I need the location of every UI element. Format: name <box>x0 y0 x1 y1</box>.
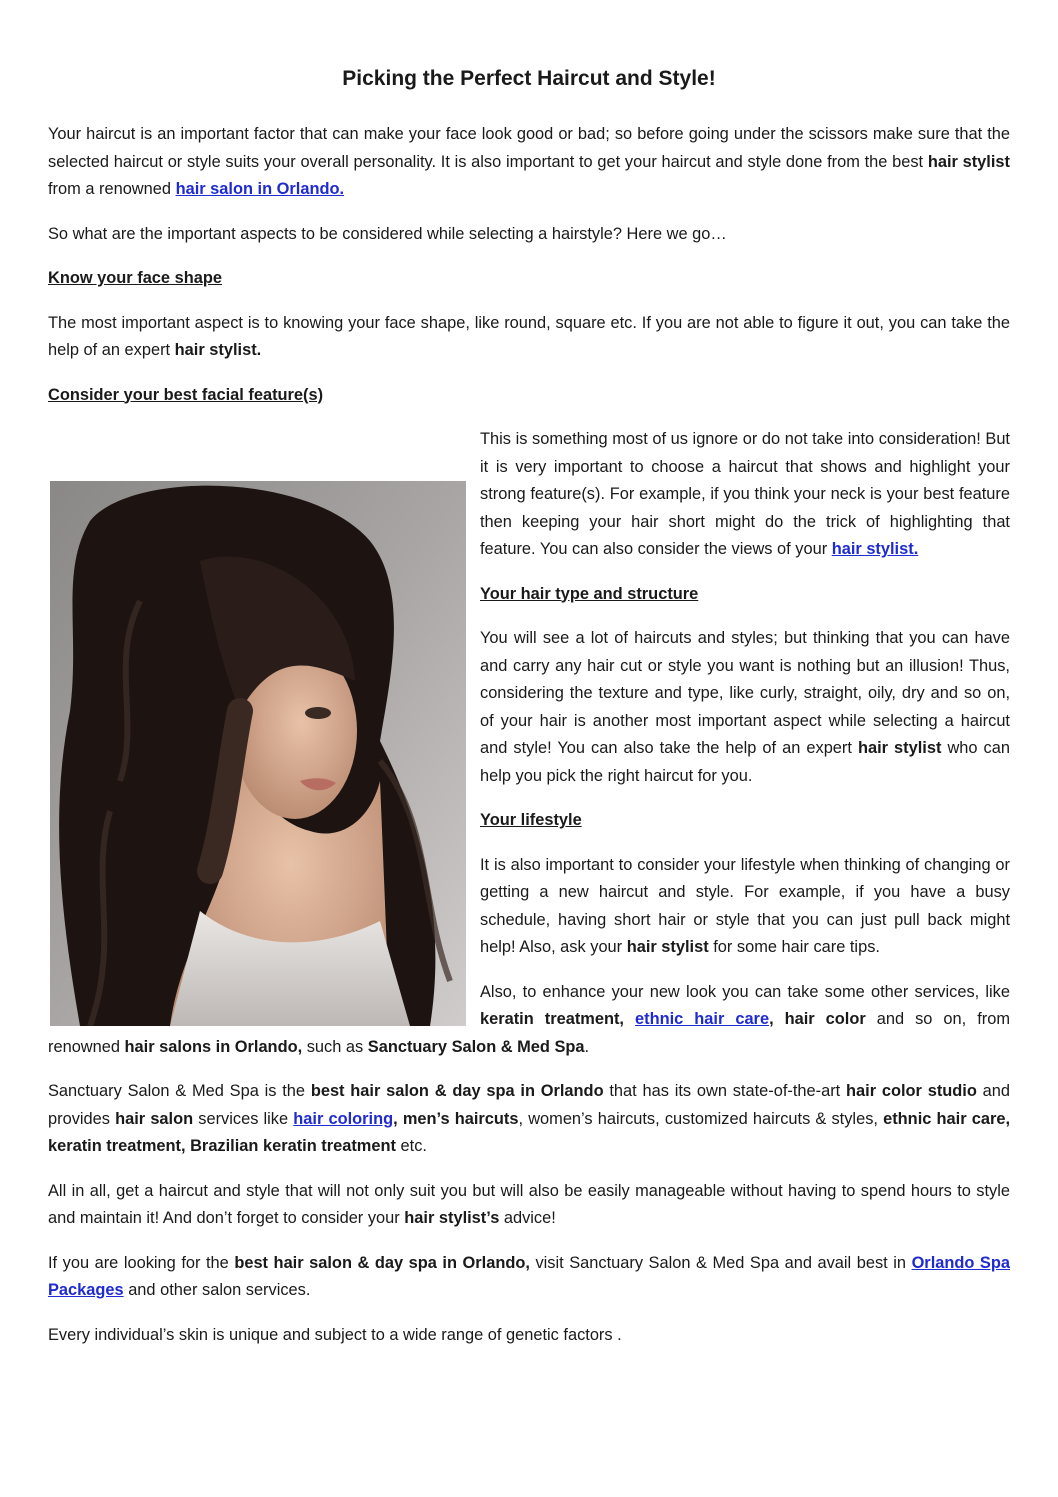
sanctuary-salon-paragraph: Sanctuary Salon & Med Spa is the best hair salon & day spa in Orlando that has its own state-of-the-art hair color studio and provides hair salon services like hair coloring, men’s haircuts, women’s haircuts, customized haircuts & styles, ethnic hair care, keratin treatment, Brazilian keratin treatment etc. <box>48 1082 1011 1155</box>
intro-paragraph: Your haircut is an important factor that can make your face look good or bad; so before going under the scissors make sure that the selected haircut or style suits your overall personality. It is also important to get your haircut and style done from the best hair stylist from a renowned hair salon in Orlando. <box>48 125 1010 198</box>
enhance-look-paragraph: Also, to enhance your new look you can take some other services, like keratin treatment, ethnic hair care, hair color and so on, from renowned hair salons in Orlando, such as Sanctuary Salon & Med Spa. <box>48 982 1010 1056</box>
eye <box>305 707 331 719</box>
hair-stylist-link[interactable]: hair stylist. <box>831 540 919 558</box>
heading-facial-feature: Consider your best facial feature(s) <box>48 385 324 404</box>
woman-hairstyle-photo <box>50 481 466 1026</box>
face-shape-paragraph: The most important aspect is to knowing your face shape, like round, square etc. If you are not able to figure it out, you can take the help of an expert hair stylist. <box>48 313 1010 359</box>
spa-packages-paragraph: If you are looking for the best hair salon & day spa in Orlando, visit Sanctuary Salon & Med Spa and avail best in Orlando Spa Packages and other salon services. <box>48 1253 1010 1299</box>
page-title: Picking the Perfect Haircut and Style! <box>342 67 716 90</box>
orlando-spa-packages-link[interactable]: Orlando Spa Packages <box>48 1253 1010 1299</box>
all-in-all-paragraph: All in all, get a haircut and style that will not only suit you but will also be easily manageable without having to spend hours to style and maintain it! And don’t forget to consider your hair stylist’s advice! <box>48 1181 1010 1227</box>
question-paragraph: So what are the important aspects to be considered while selecting a hairstyle? Here we go… <box>48 224 727 243</box>
hair-coloring-link[interactable]: hair coloring <box>293 1109 394 1128</box>
closing-paragraph: Every individual’s skin is unique and subject to a wide range of genetic factors . <box>48 1325 622 1344</box>
facial-feature-paragraph <box>48 426 1010 564</box>
ethnic-hair-care-link[interactable]: ethnic hair care <box>635 1010 770 1028</box>
heading-face-shape: Know your face shape <box>48 269 222 287</box>
portrait-illustration <box>50 481 466 1026</box>
heading-hair-type: Your hair type and structure <box>480 584 699 603</box>
lifestyle-paragraph: It is also important to consider your lifestyle when thinking of changing or getting a new haircut and style. For example, if you have a busy schedule, having short hair or style that you can just pull back might help! Also, ask your hair stylist for some hair care tips. <box>480 855 1010 956</box>
hair-salon-orlando-link[interactable]: hair salon in Orlando. <box>175 180 345 198</box>
facial-feature-text: This is something most of us ignore or do not take into consideration! But it is very important to choose a haircut that shows and highlight your strong feature(s). For example, if you think your neck is your best feature then keeping your hair short might do the trick of highlighting that feature. You can also consider the views of your <box>480 430 1010 558</box>
heading-lifestyle: Your lifestyle <box>480 811 582 829</box>
hair-type-paragraph: You will see a lot of haircuts and styles; but thinking that you can have and carry any hair cut or style you want is nothing but an illusion! Thus, considering the texture and type, like curly, straight, oily, dry and so on, of your hair is another most important aspect while selecting a haircut and style! You can also take the help of an expert hair stylist who can help you pick the right haircut for you. <box>480 629 1010 785</box>
